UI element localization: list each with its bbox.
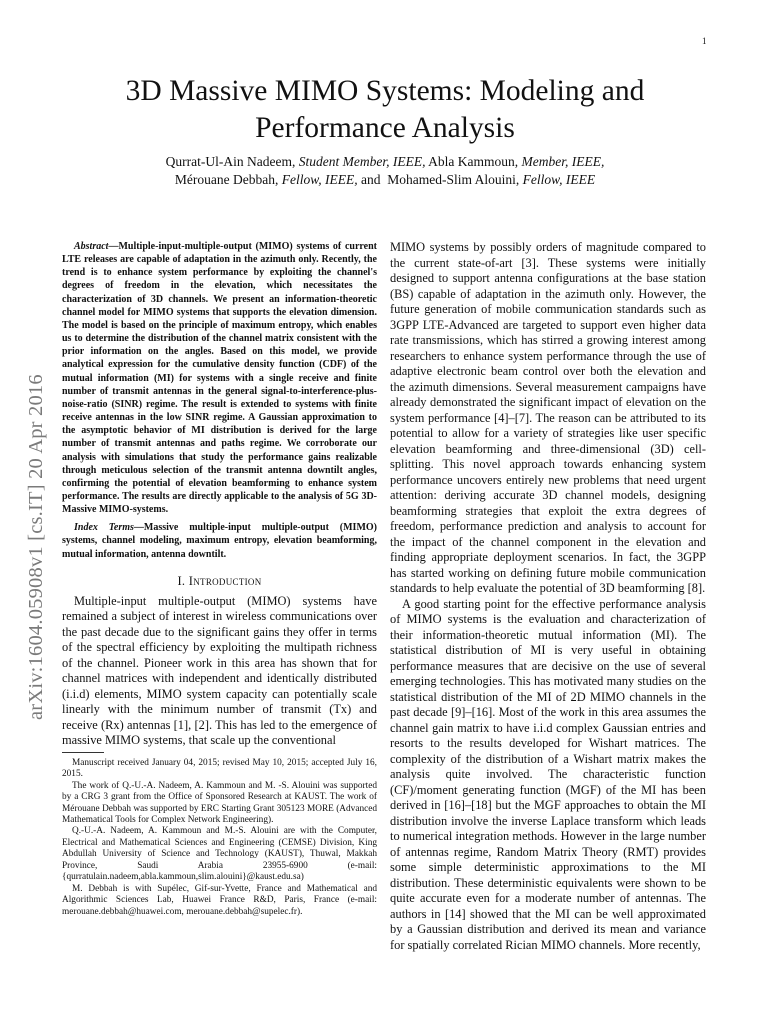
abstract-label: Abstract [74, 241, 109, 252]
author-conjunction: and [360, 172, 381, 187]
author-line-1 [60, 153, 710, 171]
index-terms-text: —Massive multiple-input multiple-output (MIMO) systems, channel modeling, maximum entropy, elevation beamforming, mutual information, antenna downtilt. [62, 522, 377, 560]
footnote-manuscript: Manuscript received January 04, 2015; revised May 10, 2015; accepted July 16, 2015. [62, 757, 377, 780]
body-paragraph: Multiple-input multiple-output (MIMO) systems have remained a subject of interest in wireless communications over the past decade due to the significant gains they offer in terms of the spectral efficiency by exploiting the multipath richness of the channel. Pioneer work in this area has shown that for channel matrices with independent and identically distributed (i.i.d) elements, MIMO system capacity can potentially scale linearly with the minimum number of transmit (Tx) and receive (Rx) antennas [1], [2]. This has led to the emergence of massive MIMO systems, that scale up the conventional [62, 593, 377, 748]
author-affiliation: Fellow, IEEE [522, 172, 596, 187]
footnote-rule [62, 752, 104, 753]
author-name: Mohamed-Slim Alouini, [387, 172, 520, 187]
index-terms-label: Index Terms [74, 522, 134, 534]
body-paragraph: A good starting point for the effective performance analysis of MIMO systems is the evaluation and characterization of their information-theoretic mutual information (MI). The statistical distribution of MI is very useful in obtaining performance measures that are decisive on the use of several emerging technologies. This has motivated many studies on the statistical distribution of the MI of 2D MIMO channels in the past decade [9]–[16]. Most of the work in this area assumes the channel gain matrix to have i.i.d complex Gaussian entries and resorts to the results developed for Wishart matrices. The complexity of the distribution of a Wishart matrix makes the analysis quite involved. The characteristic function (CF)/moment generating function (MGF) of the MI has been derived in [16]–[18] but the MGF approaches to obtain the MI distribution involve the inverse Laplace transform which leads to numerical integration methods. However in the large number of antennas regime, Random Matrix Theory (RMT) provides some simple deterministic approximations to the MI distribution. These deterministic equivalents were shown to be quite accurate even for a moderate number of antennas. The authors in [14] showed that the MI can be well approximated by a Gaussian distribution and derived its mean and variance for spatially correlated Rician MIMO channels. More recently, [390, 596, 706, 952]
author-affiliation: Member, IEEE, [521, 154, 605, 169]
abstract-text: —Multiple-input-multiple-output (MIMO) systems of current LTE releases are capable of adaptation in the azimuth only. Recently, the trend is to enhance system performance by exploiting the channel's degrees of freedom in the elevation, which necessitates the characterization of 3D channels. We present an information-theoretic channel model for MIMO systems that supports the elevation dimension. The model is based on the principle of maximum entropy, which enables us to determine the distribution of the channel matrix consistent with the prior information on the angles. Based on this model, we provide analytical expression for the cumulative density function (CDF) of the mutual information (MI) for systems with a single receive and finite number of transmit antennas in the general signal-to-interference-plus-noise-ratio (SINR) regime. The result is extended to systems with finite receive antennas in the low SINR regime. A Gaussian approximation to the asymptotic behavior of MI distribution is derived for the large number of transmit antennas and paths regime. We corroborate our analysis with simulations that study the performance gains realizable through meticulous selection of the transmit antenna downtilt angles, confirming the potential of elevation beamforming to enhance system performance. The results are directly applicable to the analysis of 5G 3D-Massive MIMO-systems. [62, 241, 377, 516]
paper-title: 3D Massive MIMO Systems: Modeling and Performance Analysis [125, 75, 645, 144]
author-affiliation: Student Member, IEEE, [298, 154, 426, 169]
right-column [390, 240, 706, 953]
author-name: Mérouane Debbah, [174, 172, 279, 187]
abstract [62, 240, 377, 516]
author-affiliation: Fellow, IEEE, [281, 172, 358, 187]
author-block [60, 153, 710, 189]
section-heading: I. Introduction [177, 573, 262, 588]
arxiv-identifier[interactable]: arXiv:1604.05908v1 [cs.IT] 20 Apr 2016 [25, 374, 47, 720]
index-terms [62, 521, 377, 560]
footnote-affiliation-kaust: Q.-U.-A. Nadeem, A. Kammoun and M.-S. Alouini are with the Computer, Electrical and Mathematical Sciences and Engineering (CEMSE) Division, King Abdullah University of Science and Technology (KAUST), Thuwal, Makkah Province, Saudi Arabia 23955-6900 (e-mail: {qurratulain.nadeem,abla.kammoun,slim.alouini}@kaust.edu.sa) [62, 826, 377, 883]
body-paragraph-continued: MIMO systems by possibly orders of magnitude compared to the current state-of-art [3]. These systems were initially designed to support antenna configurations at the base station (BS) capable of adaptation in the azimuth only. However, the future generation of mobile communication standards such as 3GPP LTE-Advanced are targeted to support even higher data rate transmissions, which has stirred a growing interest among researchers to enhance system performance through the use of adaptive electronic beam control over both the elevation and the azimuth dimensions. Several measurement campaigns have already demonstrated the significant impact of elevation on the system performance [4]–[7]. The reason can be attributed to its potential to allow for a variety of strategies like user specific elevation beamforming and three-dimensional (3D) cell-splitting. This novel approach towards enhancing system performance uncovers entirely new problems that need urgent attention: deriving accurate 3D channel models, designing beamforming strategies that exploit the extra degrees of freedom, performance prediction and analysis to account for the impact of the channel component in the elevation and finding appropriate deployment scenarios. In fact, the 3GPP has started working on defining future mobile communication standards to help evaluate the potential of 3D beamforming [8]. [390, 240, 706, 595]
footnote-funding: The work of Q.-U.-A. Nadeem, A. Kammoun and M. -S. Alouini was supported by a CRG 3 grant from the Office of Sponsored Research at KAUST. The work of Mérouane Debbah was supported by ERC Starting Grant 305123 MORE (Advanced Mathematical Tools for Complex Network Engineering). [62, 780, 377, 826]
footnote-affiliation-supelec: M. Debbah is with Supélec, Gif-sur-Yvette, France and Mathematical and Algorithmic Sciences Lab, Huawei France R&D, Paris, France (e-mail: merouane.debbah@huawei.com, merouane.debbah@supelec.fr). [62, 883, 377, 917]
page-number: 1 [702, 36, 707, 46]
author-name: Abla Kammoun, [428, 154, 519, 169]
left-column [62, 240, 377, 918]
author-line-2 [60, 171, 710, 189]
author-name: Qurrat-Ul-Ain Nadeem, [165, 154, 296, 169]
